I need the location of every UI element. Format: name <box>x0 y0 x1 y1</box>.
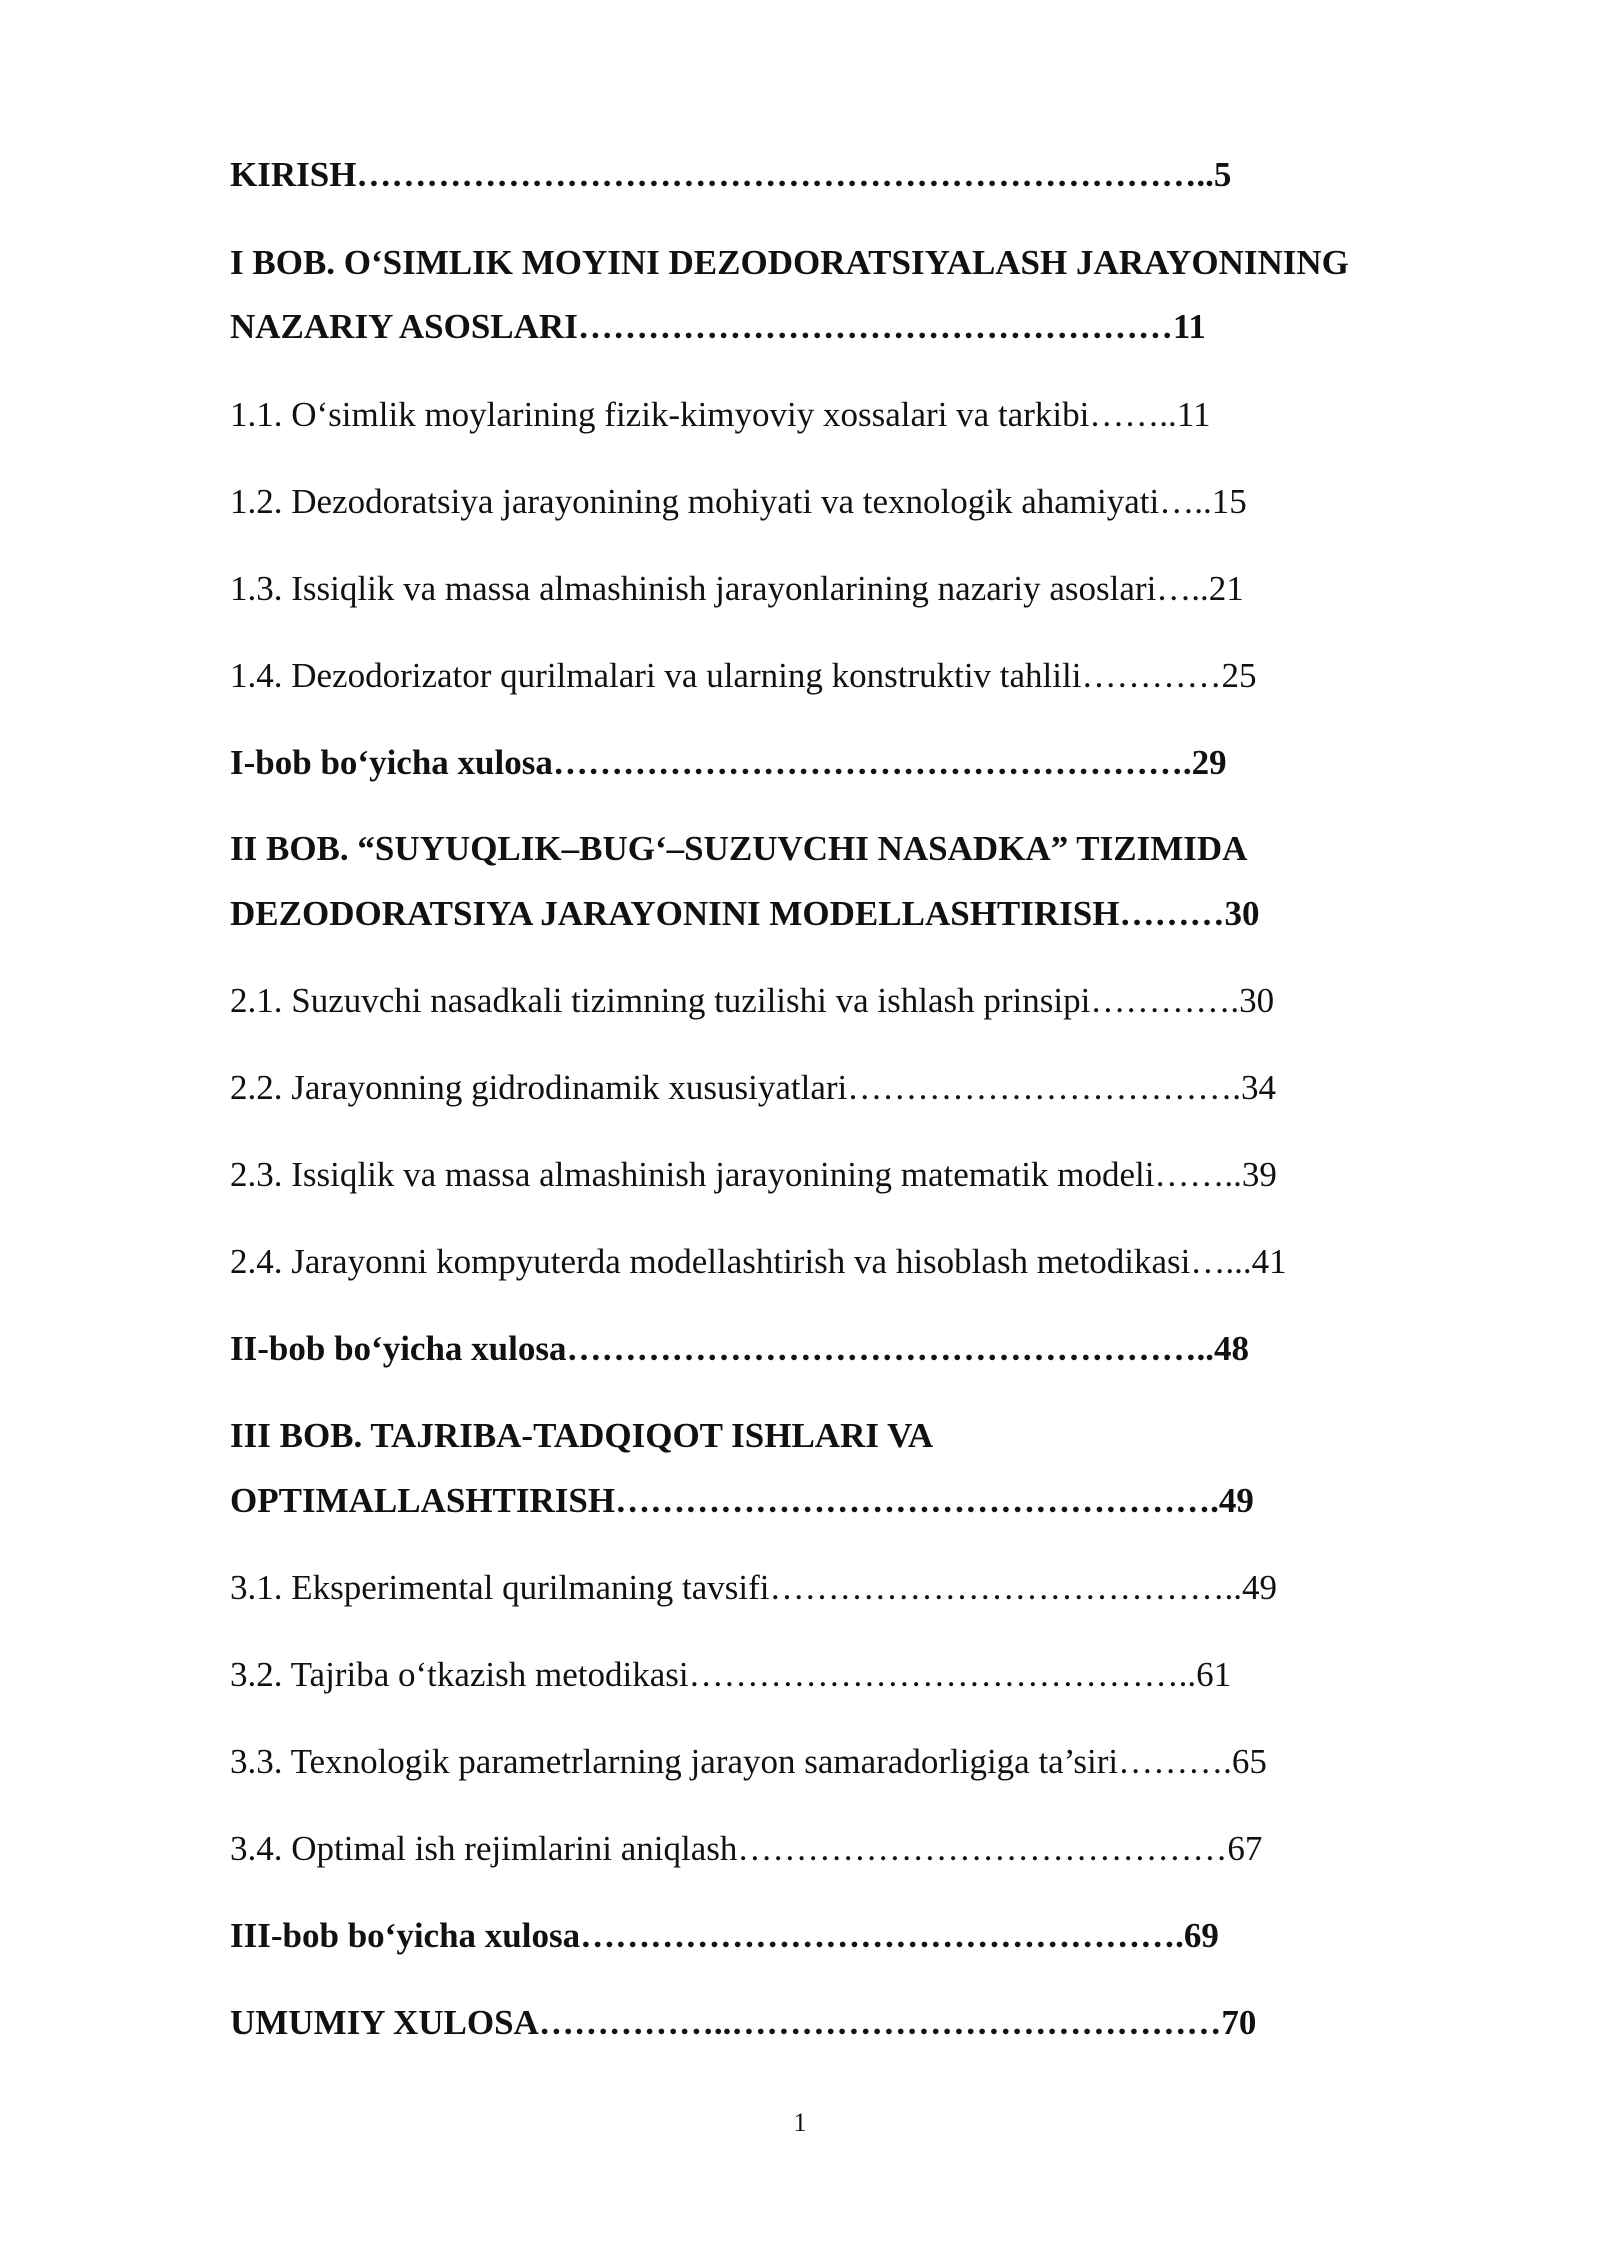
toc-entry-general-conclusion: UMUMIY XULOSA……………..……………………………………70 <box>230 2003 1257 2042</box>
page-number: 1 <box>793 2108 807 2137</box>
toc-entry-2-2: 2.2. Jarayonning gidrodinamik xususiyatlari…………………………….34 <box>230 1068 1277 1107</box>
toc-chapter-1-title-line-2: NAZARIY ASOSLARI……………………………………………11 <box>230 307 1206 346</box>
toc-entry-2-1: 2.1. Suzuvchi nasadkali tizimning tuzilishi va ishlash prinsipi………….30 <box>230 981 1275 1020</box>
toc-entry-3-1: 3.1. Eksperimental qurilmaning tavsifi…………………………………..49 <box>230 1568 1277 1607</box>
toc-entry-2-3: 2.3. Issiqlik va massa almashinish jarayonining matematik modeli……..39 <box>230 1155 1277 1194</box>
toc-chapter-3-title-line-2: OPTIMALLASHTIRISH…………………………………………….49 <box>230 1481 1254 1520</box>
toc-entry-chapter-1-summary: I-bob bo‘yicha xulosa……………………………………………….29 <box>230 743 1227 782</box>
toc-entry-chapter-3-summary: III-bob bo‘yicha xulosa…………………………………………….69 <box>230 1916 1219 1955</box>
toc-entry-1-1: 1.1. O‘simlik moylarining fizik-kimyoviy xossalari va tarkibi……..11 <box>230 395 1211 434</box>
toc-entry-3-2: 3.2. Tajriba o‘tkazish metodikasi……………………………………..61 <box>230 1655 1232 1694</box>
toc-entry-1-2: 1.2. Dezodoratsiya jarayonining mohiyati va texnologik ahamiyati…..15 <box>230 482 1247 521</box>
toc-entry-kirish: KIRISH………………………………………………………………..5 <box>230 155 1232 194</box>
toc-entry-1-3: 1.3. Issiqlik va massa almashinish jarayonlarining nazariy asoslari…..21 <box>230 569 1244 608</box>
toc-entry-1-4: 1.4. Dezodorizator qurilmalari va ularning konstruktiv tahlili…………25 <box>230 656 1257 695</box>
toc-chapter-2-title-line-1: II BOB. “SUYUQLIK–BUG‘–SUZUVCHI NASADKA” TIZIMIDA <box>230 829 1248 868</box>
toc-chapter-2-title-line-2: DEZODORATSIYA JARAYONINI MODELLASHTIRISH………30 <box>230 894 1260 933</box>
toc-chapter-3-title-line-1: III BOB. TAJRIBA-TADQIQOT ISHLARI VA <box>230 1416 934 1455</box>
toc-entry-chapter-2-summary: II-bob bo‘yicha xulosa………………………………………………..48 <box>230 1329 1249 1368</box>
toc-chapter-1-title-line-1: I BOB. O‘SIMLIK MOYINI DEZODORATSIYALASH JARAYONINING <box>230 243 1349 282</box>
toc-entry-3-3: 3.3. Texnologik parametrlarning jarayon samaradorligiga ta’siri……….65 <box>230 1742 1267 1781</box>
toc-entry-2-4: 2.4. Jarayonni kompyuterda modellashtirish va hisoblash metodikasi…...41 <box>230 1242 1287 1281</box>
toc-entry-3-4: 3.4. Optimal ish rejimlarini aniqlash……………………………………67 <box>230 1829 1263 1868</box>
